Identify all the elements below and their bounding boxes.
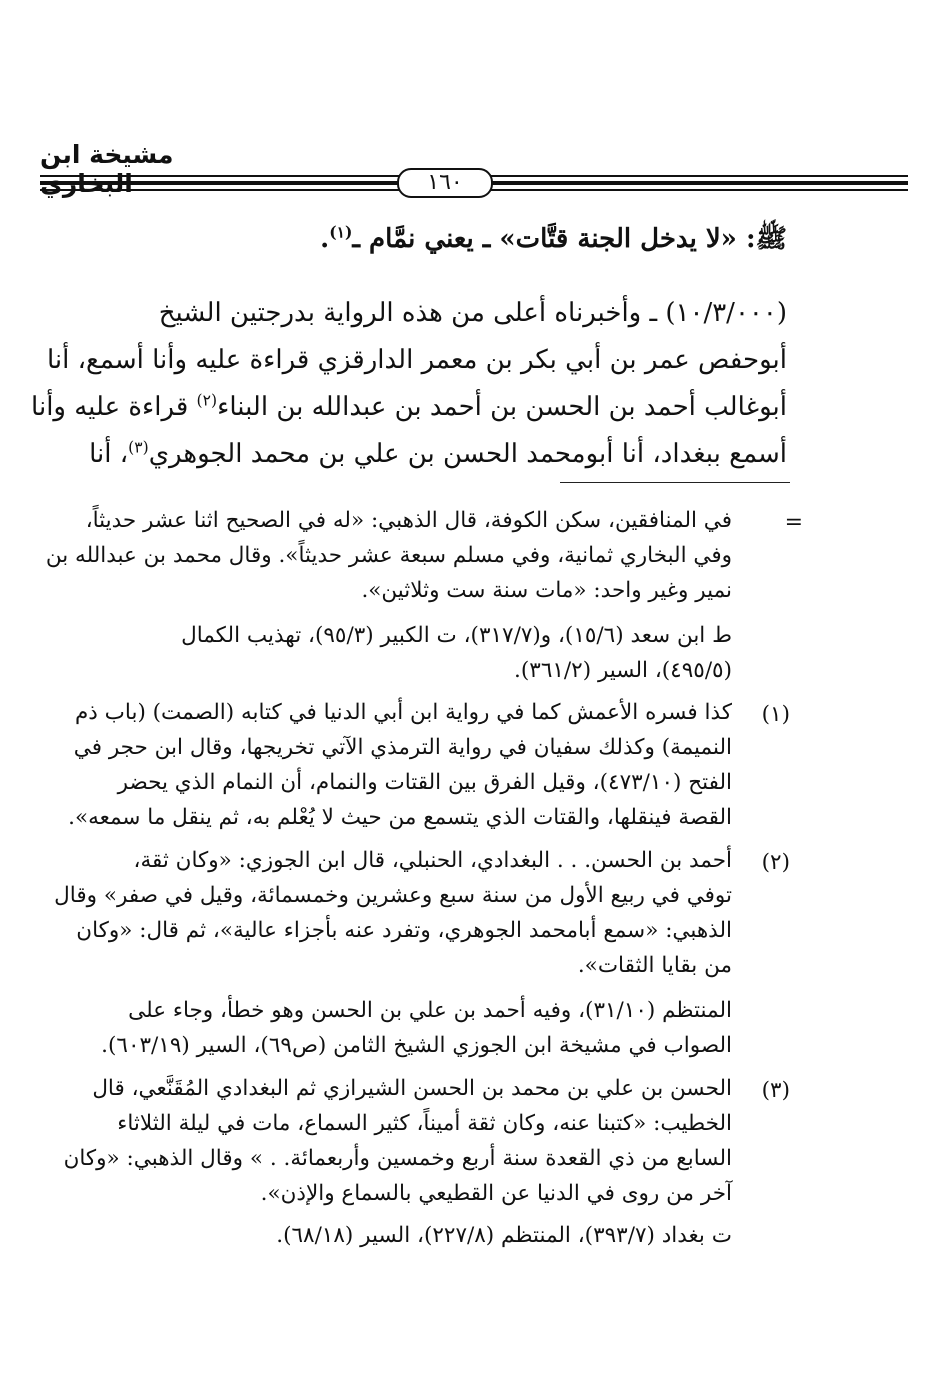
running-title-text: مشيخة ابن البخاري — [40, 140, 174, 198]
fn3-line: ت بغداد (٣٩٣/٧)، المنتظم (٢٢٧/٨)، السير (٦٨/١٨). — [276, 1223, 732, 1248]
fn2-line: المنتظم (٣١/١٠)، وفيه أحمد بن علي بن الحسن وهو خطأ، وجاء على — [128, 998, 732, 1023]
fn-cont-line: ط ابن سعد (١٥/٦)، و(٣١٧/٧)، ت الكبير (٩٥/٣)، تهذيب الكمال — [181, 623, 732, 648]
footnote-number-2: (٢) — [761, 850, 790, 875]
hadith-line — [320, 222, 787, 260]
footnote-ref-3: (٣) — [128, 438, 149, 457]
hadith-text: ﷺ: «لا يدخل الجنة قتَّات» ـ يعني نمَّام ـ — [352, 224, 787, 254]
fn-cont-line: في المنافقين، سكن الكوفة، قال الذهبي: «له في الصحيح اثنا عشر حديثاً، — [85, 508, 732, 533]
header-rule — [40, 172, 908, 194]
page-number — [397, 168, 493, 198]
body-line-1-text: (١٠/٣/٠٠٠) ـ وأخبرناه أعلى من هذه الرواية بدرجتين الشيخ — [158, 298, 787, 328]
body-line-3 — [31, 392, 787, 422]
body-line-4b: ، أنا — [89, 439, 129, 469]
continuation-mark: = — [784, 510, 803, 535]
body-line-4 — [89, 439, 787, 469]
fn3-line: الحسن بن علي بن محمد بن الحسن الشيرازي ثم البغدادي المُقَنَّعي، قال — [92, 1076, 732, 1101]
fn1-line: الفتح (٤٧٣/١٠)، وقيل الفرق بين القتات والنمام، أن النمام الذي يحضر — [117, 770, 732, 795]
fn1-line: النميمة) وكذلك سفيان في رواية الترمذي الآتي تخريجها، وقال ابن حجر في — [73, 735, 732, 760]
fn-cont-line: وفي البخاري ثمانية، وفي مسلم سبعة عشر حديثاً». وقال محمد بن عبدالله بن — [45, 543, 732, 568]
page-number-text: ١٦٠ — [427, 170, 463, 195]
fn3-line: الخطيب: «كتبنا عنه، وكان ثقة أميناً، كثير السماع، مات في ليلة الثلاثاء — [117, 1111, 732, 1136]
body-line-3b: قراءة عليه وأنا — [31, 392, 197, 422]
fn2-line: الذهبي: «سمع أبامحمد الجوهري، وتفرد عنه بأجزاء عالية»، ثم قال: «وكان — [76, 918, 732, 943]
hadith-end: . — [320, 224, 330, 254]
fn2-line: الصواب في مشيخة ابن الجوزي الشيخ الثامن (ص٦٩)، السير (٦٠٣/١٩). — [101, 1033, 732, 1058]
fn2-line: توفي في ربيع الأول من سنة سبع وعشرين وخمسمائة، وقيل في صفر» وقال — [54, 883, 732, 908]
fn2-line: أحمد بن الحسن. . . البغدادي، الحنبلي، قال ابن الجوزي: «وكان ثقة، — [133, 848, 732, 873]
fn1-line: كذا فسره الأعمش كما في رواية ابن أبي الدنيا في كتابه (الصمت) (باب ذم — [74, 700, 732, 725]
footnote-ref-1: (١) — [329, 222, 353, 242]
body-line-1 — [157, 298, 787, 328]
fn-cont-line: نمير وغير واحد: «مات سنة ست وثلاثين». — [361, 578, 732, 603]
body-line-4a: أسمع ببغداد، أنا أبومحمد الحسن بن علي بن محمد الجوهري — [148, 439, 787, 469]
fn1-line: القصة فينقلها، والقتات الذي يتسمع من حيث لا يُعْلم به، ثم ينقل ما سمعه». — [68, 805, 732, 830]
body-line-2-text: أبوحفص عمر بن أبي بكر بن معمر الدارقزي قراءة عليه وأنا أسمع، أنا — [46, 345, 787, 375]
footnote-number-3: (٣) — [761, 1078, 790, 1103]
footnote-number-1: (١) — [761, 702, 790, 727]
footnote-separator — [560, 482, 790, 483]
fn3-line: السابع من ذي القعدة سنة أربع وخمسين وأربعمائة. . » وقال الذهبي: «وكان — [63, 1146, 732, 1171]
footnote-ref-2: (٢) — [196, 391, 218, 410]
fn-cont-line: (٤٩٥/٥)، السير (٣٦١/٢). — [514, 658, 732, 683]
fn3-line: آخر من روى في الدنيا عن القطيعي بالسماع والإذن». — [260, 1181, 732, 1206]
fn2-line: من بقايا الثقات». — [577, 953, 732, 978]
body-line-3a: أبوغالب أحمد بن الحسن بن أحمد بن عبدالله بن البناء — [217, 392, 787, 422]
body-line-2 — [47, 345, 787, 375]
